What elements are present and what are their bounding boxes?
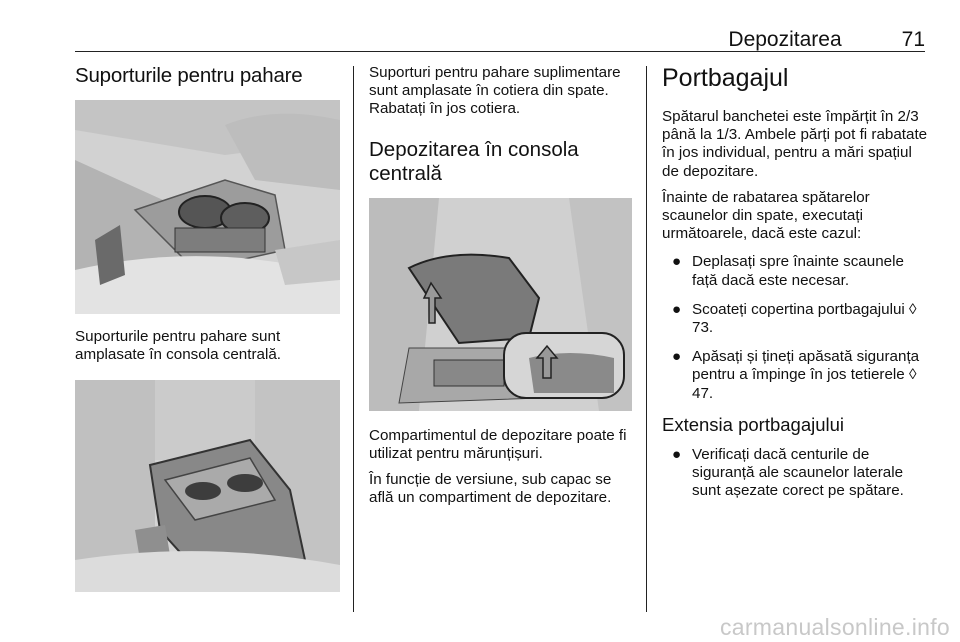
paragraph: Compartimentul de depozitare poate fi utilizat pentru mărunțișuri.: [369, 426, 627, 462]
column-2: [369, 64, 632, 507]
column-1: [75, 64, 340, 592]
subheading-trunk-extension: Extensia portbagajului: [662, 413, 845, 435]
column-divider-2: [646, 66, 647, 612]
list-item: ● Deplasați spre înainte scaunele față dacă este necesar.: [672, 253, 904, 289]
cup-holder-console-illustration: [75, 100, 340, 314]
list-item: ● Apăsați și țineți apăsată siguranța pentru a împinge în jos tetierele ◊ 47.: [672, 348, 920, 402]
heading-cup-holders: Suporturile pentru pahare: [75, 64, 303, 87]
watermark: carmanualsonline.info: [719, 614, 950, 640]
heading-center-console-storage: Depozitarea în consola centrală: [369, 137, 579, 185]
bullet-icon: ●: [672, 445, 682, 463]
column-divider-1: [353, 66, 354, 612]
paragraph: Suporturile pentru pahare sunt amplasate în consola centrală.: [75, 328, 281, 364]
section-title: Depozitarea: [728, 28, 842, 51]
header-rule: [75, 51, 925, 52]
bullet-icon: ●: [672, 253, 682, 271]
rear-armrest-cup-holder-illustration: [75, 380, 340, 592]
list-item: ● Verificați dacă centurile de siguranță ale scaunelor laterale sunt așezate corect pe spătare.: [672, 445, 904, 500]
heading-trunk: Portbagajul: [662, 64, 789, 92]
page-header: [75, 28, 925, 50]
bullet-list: [662, 446, 930, 501]
bullet-list: [662, 253, 930, 402]
paragraph: Spătarul banchetei este împărțit în 2/3 până la 1/3. Ambele părți pot fi rabatate în jos individual, pentru a mări spațiul de depozitare.: [662, 108, 928, 180]
list-item: ● Scoateți copertina portbagajului ◊ 73.: [672, 300, 917, 337]
paragraph: Suporturi pentru pahare suplimentare sunt amplasate în cotiera din spate. Rabatați în jos cotiera.: [369, 64, 621, 118]
page-number: 71: [901, 28, 925, 51]
center-console-storage-illustration: [369, 198, 632, 411]
paragraph: Înainte de rabatarea spătarelor scaunelor din spate, executați următoarele, dacă este cazul:: [662, 188, 870, 243]
paragraph: În funcție de versiune, sub capac se află un compartiment de depozitare.: [369, 471, 612, 507]
bullet-icon: ●: [672, 348, 682, 366]
column-3: [662, 64, 930, 511]
bullet-icon: ●: [672, 300, 682, 318]
